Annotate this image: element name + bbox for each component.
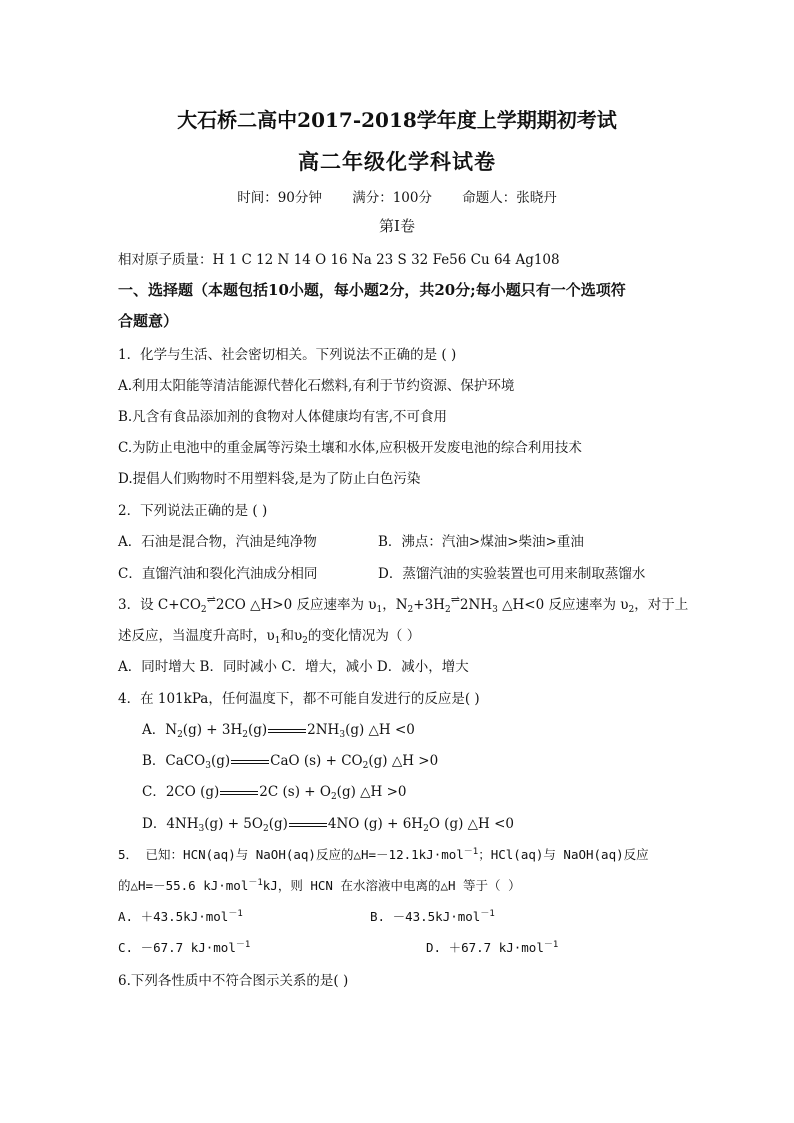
q1-stem: 1．化学与生活、社会密切相关。下列说法不正确的是 ( ) <box>118 347 457 363</box>
equals-sign-icon <box>220 791 258 795</box>
q4-option-b: B．CaCO$_3$(g) CaO $(s) + CO_2(g)$ △H >0 <box>142 753 439 771</box>
exam-score: 满分：100分 <box>352 190 432 206</box>
equals-sign-icon <box>231 760 269 764</box>
q3-stem-cont: 述反应，当温度升高时，$\upsilon_1$和$\upsilon_2$的变化情况为（ ） <box>118 628 421 646</box>
q1-option-c: C.为防止电池中的重金属等污染土壤和水体,应积极开发废电池的综合利用技术 <box>118 440 582 456</box>
q1-option-a: A.利用太阳能等清洁能源代替化石燃料,有利于节约资源、保护环境 <box>118 378 515 394</box>
q5-option-c: C. －67.7 kJ·mol$^{-1}$ <box>118 940 251 956</box>
q1-option-b: B.凡含有食品添加剂的食物对人体健康均有害,不可食用 <box>118 409 448 425</box>
section1-heading-cont: 合题意） <box>118 312 179 330</box>
q5-option-b: B. －43.5kJ·mol$^{-1}$ <box>370 909 495 925</box>
exam-meta <box>0 186 794 206</box>
q6-stem: 6.下列各性质中不符合图示关系的是( ) <box>118 973 349 989</box>
q5-option-d: D. ＋67.7 kJ·mol$^{-1}$ <box>426 940 559 956</box>
q4-option-c: C．2CO (g) 2C $(s) + O_2(g)$ △H >0 <box>142 784 407 802</box>
q4-option-a: A．$N_2(g) + 3H_2(g)$ $2NH_3(g)$ △H <0 <box>142 722 415 740</box>
exam-author: 命题人：张晓丹 <box>462 190 557 206</box>
equals-sign-icon <box>268 729 306 733</box>
q2-option-d: D．蒸馏汽油的实验装置也可用来制取蒸馏水 <box>378 566 646 582</box>
q4-option-d: D．$4NH_3(g) + 5O_2(g)$ 4NO $(g) + 6H_2O$ (g) △H <0 <box>142 816 515 834</box>
section1-heading: 一、选择题（本题包括10小题，每小题2分，共20分;每小题只有一个选项符 <box>118 281 626 299</box>
reversible-arrow-icon: ⇌ <box>450 593 460 606</box>
q2-option-c: C．直馏汽油和裂化汽油成分相同 <box>118 566 318 582</box>
q4-stem: 4．在 101kPa，任何温度下，都不可能自发进行的反应是( ) <box>118 691 480 707</box>
exam-time: 时间：90分钟 <box>237 190 322 206</box>
q1-option-d: D.提倡人们购物时不用塑料袋,是为了防止白色污染 <box>118 471 421 487</box>
atomic-mass-line: 相对原子质量：H 1 C 12 N 14 O 16 Na 23 S 32 Fe56 Cu 64 Ag108 <box>118 252 560 268</box>
q5-stem-cont: 的△H=－55.6 kJ·mol$^{-1}$kJ，则 HCN 在水溶液中电离的△H 等于（ ） <box>118 878 521 894</box>
q5-option-a: A. ＋43.5kJ·mol$^{-1}$ <box>118 909 243 925</box>
q3-options: A．同时增大 B．同时减小 C．增大，减小 D．减小，增大 <box>118 659 469 675</box>
exam-subtitle: 高二年级化学科试卷 <box>298 149 496 174</box>
q3-stem: 3．设 $C+CO_2^\rightleftharpoons 2CO$ △H>0 反应速率为 $\upsilon_1$，$N_2+3H_2^\rightleftharpoons 2NH_3$ △H<0 反应速率为 $\upsilon_2$，对于上 <box>118 593 689 615</box>
volume-label: 第Ⅰ卷 <box>379 217 415 235</box>
q2-option-b: B．沸点：汽油>煤油>柴油>重油 <box>378 534 584 550</box>
q2-stem: 2．下列说法正确的是 ( ) <box>118 503 268 519</box>
reversible-arrow-icon: ⇌ <box>206 593 216 606</box>
equals-sign-icon <box>289 823 327 827</box>
exam-title: 大石桥二高中2017-2018学年度上学期期初考试 <box>177 108 617 132</box>
q5-stem: 5． 已知：HCN(aq)与 NaOH(aq)反应的△H=－12.1kJ·mol$^{-1}$；HCl(aq)与 NaOH(aq)反应 <box>118 847 649 863</box>
q2-option-a: A．石油是混合物，汽油是纯净物 <box>118 534 317 550</box>
